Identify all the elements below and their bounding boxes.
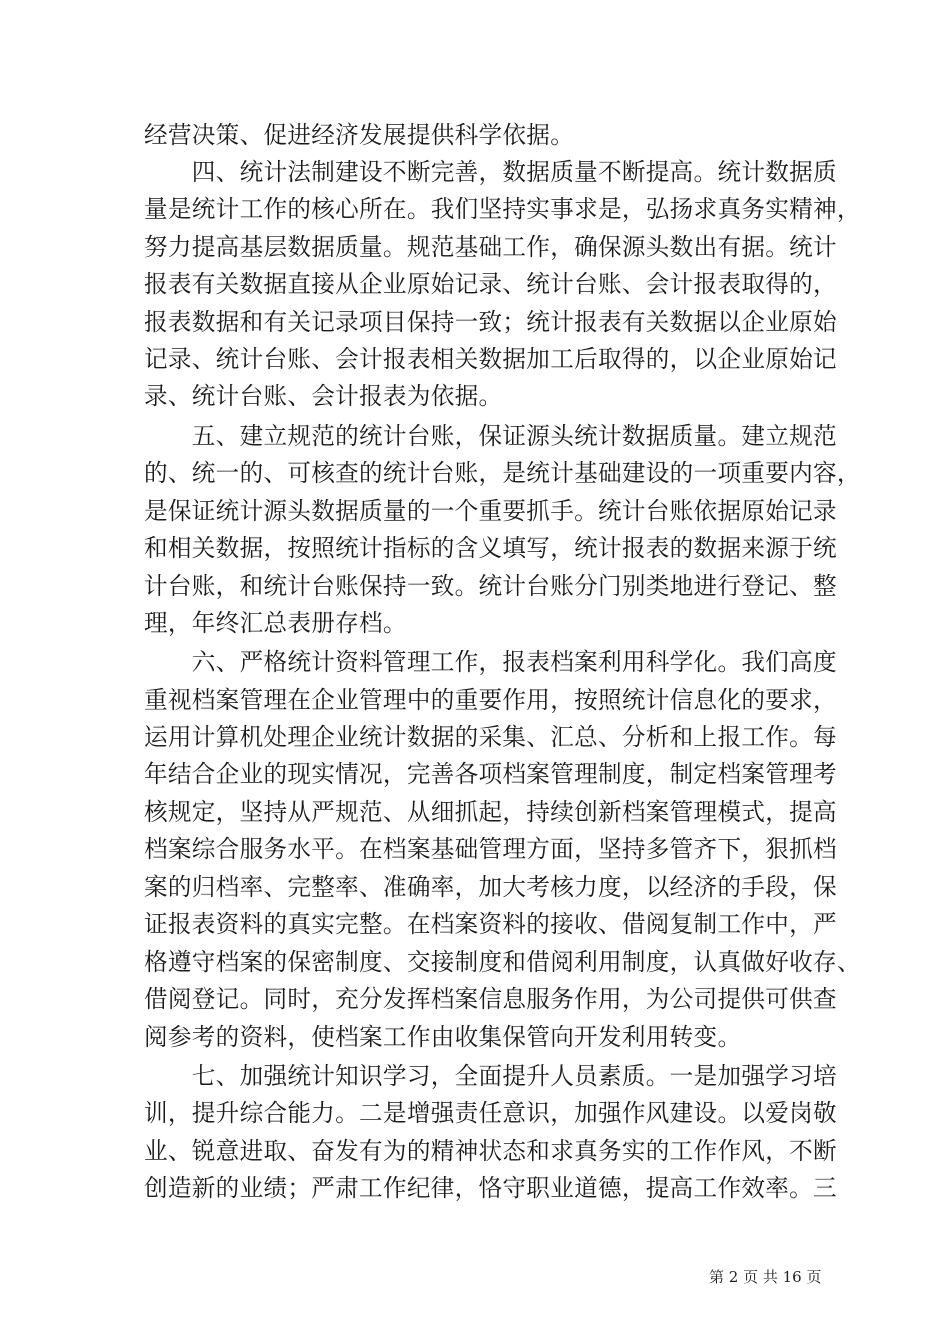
- text-line: 运用计算机处理企业统计数据的采集、汇总、分析和上报工作。每: [144, 723, 837, 751]
- text-line: 记录、统计台账、会计报表相关数据加工后取得的，以企业原始记: [144, 345, 837, 373]
- text-line: 阅参考的资料，使档案工作由收集保管向开发利用转变。: [144, 1023, 742, 1051]
- text-line: 档案综合服务水平。在档案基础管理方面，坚持多管齐下，狠抓档: [144, 835, 837, 863]
- text-line: 四、统计法制建设不断完善，数据质量不断提高。统计数据质: [144, 158, 837, 186]
- text-line: 创造新的业绩；严肃工作纪律，恪守职业道德，提高工作效率。三: [144, 1174, 837, 1202]
- text-line: 努力提高基层数据质量。规范基础工作，确保源头数出有据。统计: [144, 233, 837, 261]
- text-line: 重视档案管理在企业管理中的重要作用，按照统计信息化的要求，: [144, 686, 837, 714]
- text-line: 是保证统计源头数据质量的一个重要抓手。统计台账依据原始记录: [144, 497, 837, 525]
- text-line: 报表有关数据直接从企业原始记录、统计台账、会计报表取得的，: [144, 270, 837, 298]
- text-line: 借阅登记。同时，充分发挥档案信息服务作用，为公司提供可供查: [144, 985, 837, 1013]
- text-line: 和相关数据，按照统计指标的含义填写，统计报表的数据来源于统: [144, 534, 837, 562]
- page-number: 第 2 页 共 16 页: [709, 1268, 822, 1286]
- text-line: 年结合企业的现实情况，完善各项档案管理制度，制定档案管理考: [144, 760, 837, 788]
- text-line: 核规定，坚持从严规范、从细抓起，持续创新档案管理模式，提高: [144, 798, 837, 826]
- text-line: 业、锐意进取、奋发有为的精神状态和求真务实的工作作风，不断: [144, 1137, 837, 1165]
- text-line: 计台账，和统计台账保持一致。统计台账分门别类地进行登记、整: [144, 572, 837, 600]
- text-line: 六、严格统计资料管理工作，报表档案利用科学化。我们高度: [144, 648, 837, 676]
- text-line: 经营决策、促进经济发展提供科学依据。: [144, 121, 575, 149]
- text-line: 格遵守档案的保密制度、交接制度和借阅利用制度，认真做好收存、: [144, 948, 861, 976]
- text-line: 量是统计工作的核心所在。我们坚持实事求是，弘扬求真务实精神，: [144, 195, 861, 223]
- text-line: 理，年终汇总表册存档。: [144, 609, 407, 637]
- text-line: 的、统一的、可核查的统计台账，是统计基础建设的一项重要内容，: [144, 459, 861, 487]
- text-line: 录、统计台账、会计报表为依据。: [144, 382, 503, 410]
- text-line: 五、建立规范的统计台账，保证源头统计数据质量。建立规范: [144, 422, 837, 450]
- text-line: 训，提升综合能力。二是增强责任意识，加强作风建设。以爱岗敬: [144, 1099, 837, 1127]
- text-line: 报表数据和有关记录项目保持一致；统计报表有关数据以企业原始: [144, 308, 837, 336]
- text-line: 七、加强统计知识学习，全面提升人员素质。一是加强学习培: [144, 1062, 837, 1090]
- text-line: 案的归档率、完整率、准确率，加大考核力度，以经济的手段，保: [144, 873, 837, 901]
- text-line: 证报表资料的真实完整。在档案资料的接收、借阅复制工作中，严: [144, 910, 837, 938]
